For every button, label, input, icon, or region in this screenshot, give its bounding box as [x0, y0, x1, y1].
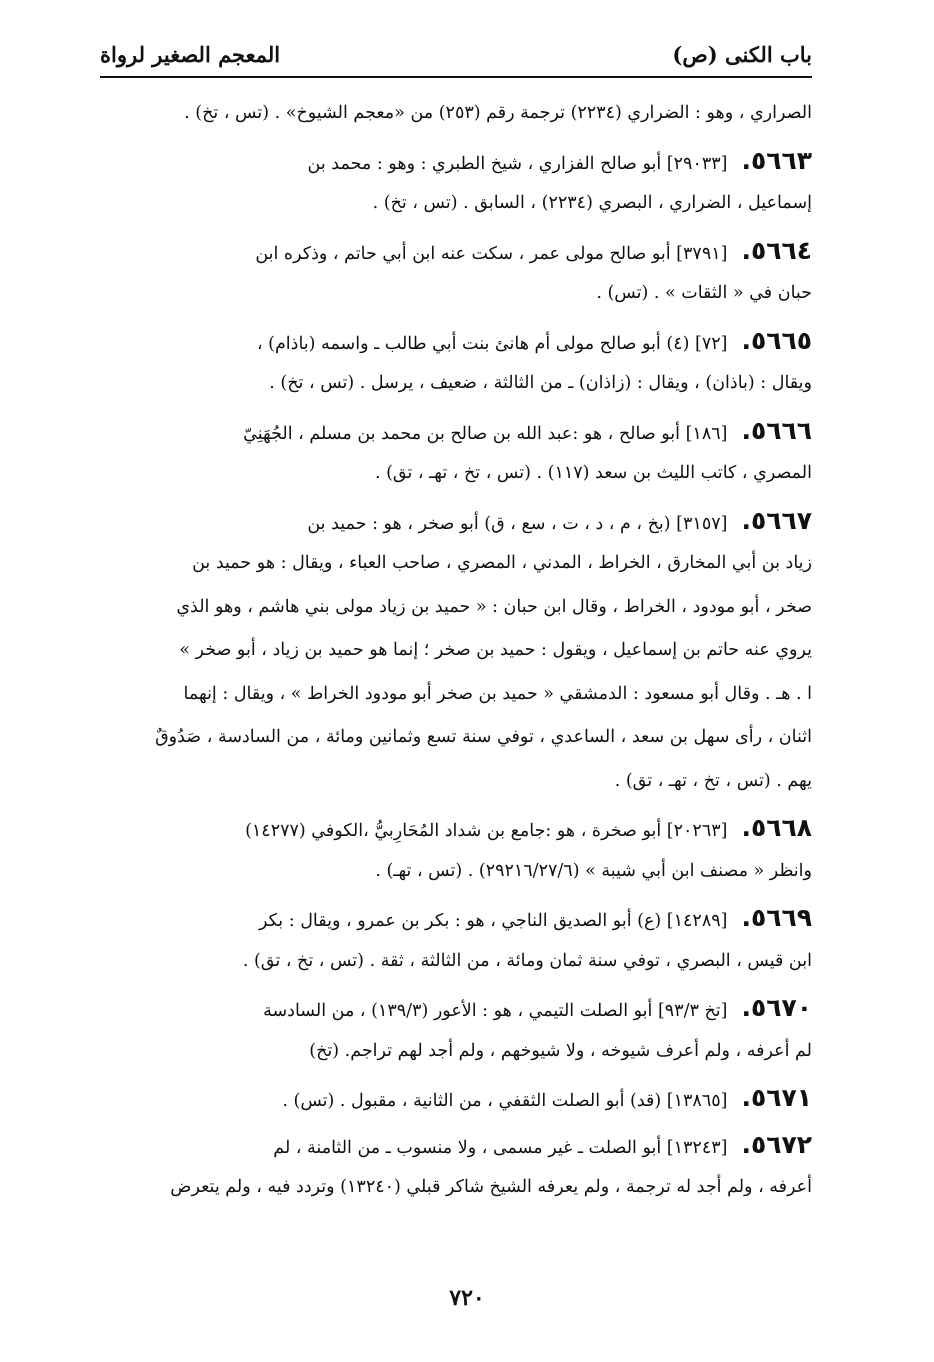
entry-5668 — [100, 806, 812, 850]
text-line: إسماعيل ، الضراري ، البصري (٢٢٣٤) ، السابق . (تس ، تخ) . — [372, 193, 812, 213]
entry-5666 — [100, 409, 812, 453]
entry-number: ٥٦٦٩. — [741, 903, 812, 932]
entry-number: ٥٦٧٠. — [741, 993, 812, 1022]
entry-text: [٣٧٩١] أبو صالح مولى عمر ، سكت عنه ابن أبي حاتم ، وذكره ابن — [255, 243, 728, 264]
text-line: حبان في « الثقات » . (تس) . — [596, 283, 812, 303]
entry-5663 — [100, 139, 812, 183]
entry-number: ٥٦٧٢. — [741, 1129, 812, 1159]
text-line: المصري ، كاتب الليث بن سعد (١١٧) . (تس ، تخ ، تهـ ، تق) . — [374, 463, 812, 483]
page-body — [100, 92, 812, 1210]
entry-text: [١٤٢٨٩] (ع) أبو الصديق الناجي ، هو : بكر بن عمرو ، ويقال : بكر — [258, 911, 728, 931]
text-line: يهم . (تس ، تخ ، تهـ ، تق) . — [614, 770, 812, 791]
book-title: المعجم الصغير لرواة — [100, 42, 281, 67]
text-line: ابن قيس ، البصري ، توفي سنة ثمان ومائة ، من الثالثة ، ثقة . (تس ، تخ ، تق) . — [242, 950, 812, 971]
entry-text: [٣١٥٧] (بخ ، م ، د ، ت ، سع ، ق) أبو صخر ، هو : حميد بن — [307, 513, 728, 534]
entry-text: [١٨٦] أبو صالح ، هو :عبد الله بن صالح بن محمد بن مسلم ، الجُهَنِيّ — [243, 423, 728, 444]
text-line: اثنان ، رأى سهل بن سعد ، الساعدي ، توفي سنة تسع وثمانين ومائة ، من السادسة ، صَدُوقٌ — [155, 727, 812, 747]
running-header — [100, 34, 812, 78]
entry-5669 — [100, 896, 812, 940]
entry-text: [٧٢] (٤) أبو صالح مولى أم هانئ بنت أبي طالب ـ واسمه (باذام) ، — [256, 333, 728, 354]
entry-text: [٢٩٠٣٣] أبو صالح الفزاري ، شيخ الطبري : وهو : محمد بن — [307, 153, 728, 174]
entry-text: [٢٠٢٦٣] أبو صخرة ، هو :جامع بن شداد المُحَارِبيُّ ،الكوفي (١٤٢٧٧) — [245, 821, 728, 841]
chapter-title: باب الكنى (ص) — [672, 42, 812, 67]
text-line: ا . هـ . وقال أبو مسعود : الدمشقي « حميد بن صخر أبو مودود الخراط » ، ويقال : إنهما — [183, 683, 812, 704]
text-line: يروي عنه حاتم بن إسماعيل ، ويقول : حميد بن صخر ؛ إنما هو حميد بن زياد ، أبو صخر » — [179, 640, 812, 660]
entry-5672 — [100, 1123, 812, 1167]
entry-text: [١٣٨٦٥] (قد) أبو الصلت الثقفي ، من الثانية ، مقبول . (تس) . — [282, 1091, 728, 1111]
entry-5665 — [100, 319, 812, 363]
entry-number: ٥٦٧١. — [741, 1083, 812, 1112]
entry-5671 — [100, 1076, 812, 1120]
text-line: وانظر « مصنف ابن أبي شيبة » (٢٩٢١٦/٢٧/٦) . (تس ، تهـ) . — [375, 860, 812, 881]
header-rule — [100, 76, 812, 78]
entry-5667 — [100, 499, 812, 543]
entry-number: ٥٦٦٨. — [741, 813, 812, 842]
entry-5670 — [100, 986, 812, 1030]
entry-number: ٥٦٦٥. — [741, 325, 812, 355]
text-line: ويقال : (باذان) ، ويقال : (زاذان) ـ من الثالثة ، ضعيف ، يرسل . (تس ، تخ) . — [269, 373, 812, 393]
text-line: صخر ، أبو مودود ، الخراط ، وقال ابن حبان : « حميد بن زياد مولى بني هاشم ، وهو الذي — [176, 596, 812, 617]
page-number: ٧٢٠ — [449, 1285, 485, 1311]
entry-number: ٥٦٦٦. — [741, 415, 812, 445]
text-line: أعرفه ، ولم أجد له ترجمة ، ولم يعرفه الشيخ شاكر قبلي (١٣٢٤٠) وتردد فيه ، ولم يتعرض — [170, 1177, 812, 1197]
entry-text: [تخ ٩٣/٣] أبو الصلت التيمي ، هو : الأعور (١٣٩/٣) ، من السادسة — [263, 1001, 728, 1021]
entry-number: ٥٦٦٤. — [741, 235, 812, 265]
entry-number: ٥٦٦٧. — [741, 505, 812, 535]
text-line: لم أعرفه ، ولم أعرف شيوخه ، ولا شيوخهم ، ولم أجد لهم تراجم. (تخ) — [309, 1040, 812, 1061]
entry-number: ٥٦٦٣. — [741, 145, 812, 175]
entry-text: [١٣٢٤٣] أبو الصلت ـ غير مسمى ، ولا منسوب ـ من الثامنة ، لم — [273, 1137, 728, 1158]
text-line: الصراري ، وهو : الضراري (٢٢٣٤) ترجمة رقم (٢٥٣) من «معجم الشيوخ» . (تس ، تخ) . — [184, 103, 812, 123]
text-line: زياد بن أبي المخارق ، الخراط ، المدني ، المصري ، صاحب العباء ، ويقال : هو حميد بن — [192, 553, 812, 573]
entry-5664 — [100, 229, 812, 273]
